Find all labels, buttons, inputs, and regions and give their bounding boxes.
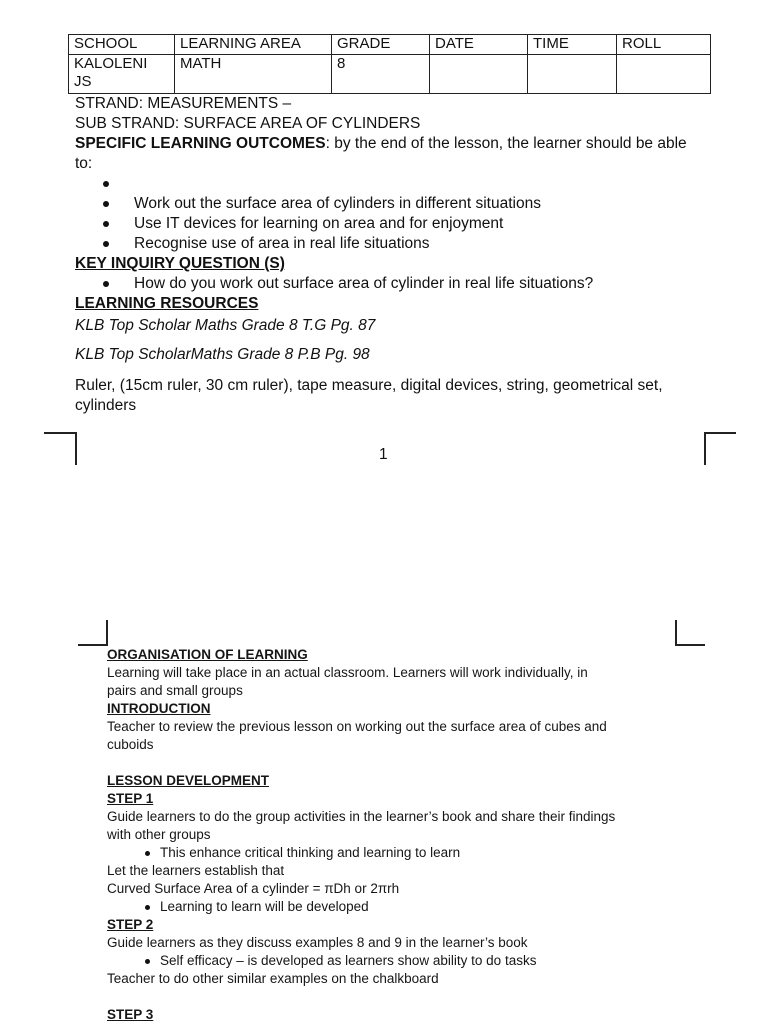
col-date: DATE [430,35,528,55]
col-time: TIME [528,35,617,55]
org-line: Learning will take place in an actual classroom. Learners will work individually, in [107,665,588,680]
resource-item: KLB Top ScholarMaths Grade 8 P.B Pg. 98 [75,346,370,363]
col-learning-area: LEARNING AREA [175,35,332,55]
intro-line: Teacher to review the previous lesson on working out the surface area of cubes and [107,719,607,734]
bullet-icon [103,281,109,287]
step1-bullet: This enhance critical thinking and learning to learn [160,845,461,860]
cell-school: KALOLENI JS [69,55,175,94]
outcomes-line [75,134,687,154]
step2-heading: STEP 2 [107,917,154,932]
step1-line-cont: with other groups [107,827,211,842]
step1-formula: Curved Surface Area of a cylinder = πDh or 2πrh [107,881,400,896]
crop-mark [44,432,76,434]
lesson-header-table [68,34,711,94]
strand-line: STRAND: MEASUREMENTS – [75,95,292,112]
cell-roll [617,55,711,94]
crop-mark [78,644,108,646]
table-header-row [69,35,711,55]
crop-mark [106,620,108,645]
materials-line: Ruler, (15cm ruler, 30 cm ruler), tape measure, digital devices, string, geometrical set, [75,377,663,394]
step2-line-cont: Teacher to do other similar examples on the chalkboard [107,971,439,986]
bullet-icon [145,851,150,856]
org-heading: ORGANISATION OF LEARNING [107,647,308,662]
outcomes-intro-cont: to: [75,155,93,172]
bullet-icon [103,201,109,207]
crop-mark [704,432,736,434]
step1-heading: STEP 1 [107,791,154,806]
bullet-icon [103,181,109,187]
outcomes-label: SPECIFIC LEARNING OUTCOMES [75,135,326,152]
outcome-item: Use IT devices for learning on area and for enjoyment [134,215,504,232]
table-row [69,55,711,94]
bullet-icon [103,221,109,227]
materials-line-cont: cylinders [75,397,137,414]
col-grade: GRADE [332,35,430,55]
outcome-item: Work out the surface area of cylinders in different situations [134,195,541,212]
cell-time [528,55,617,94]
bullet-icon [145,959,150,964]
org-line-cont: pairs and small groups [107,683,243,698]
outcome-item: Recognise use of area in real life situations [134,235,430,252]
step2-line: Guide learners as they discuss examples 8 and 9 in the learner’s book [107,935,528,950]
lesson-dev-heading: LESSON DEVELOPMENT [107,773,270,788]
crop-mark [75,432,77,465]
kiq-item: How do you work out surface area of cylinder in real life situations? [134,275,594,292]
crop-mark [704,432,706,465]
cell-date [430,55,528,94]
resources-heading: LEARNING RESOURCES [75,295,259,312]
bullet-icon [145,905,150,910]
col-school: SCHOOL [69,35,175,55]
crop-mark [675,620,677,645]
page-number: 1 [379,446,388,463]
crop-mark [675,644,705,646]
step2-bullet: Self efficacy – is developed as learners show ability to do tasks [160,953,537,968]
step3-heading: STEP 3 [107,1007,154,1022]
outcomes-intro: : by the end of the lesson, the learner should be able [325,135,687,152]
step1-establish: Let the learners establish that [107,863,285,878]
sub-strand-line: SUB STRAND: SURFACE AREA OF CYLINDERS [75,115,421,132]
intro-heading: INTRODUCTION [107,701,211,716]
step1-bullet: Learning to learn will be developed [160,899,369,914]
kiq-heading: KEY INQUIRY QUESTION (S) [75,255,285,272]
bullet-icon [103,241,109,247]
resource-item: KLB Top Scholar Maths Grade 8 T.G Pg. 87 [75,317,376,334]
cell-learning-area: MATH [175,55,332,94]
intro-line-cont: cuboids [107,737,154,752]
cell-grade: 8 [332,55,430,94]
step1-line: Guide learners to do the group activities in the learner’s book and share their findings [107,809,616,824]
col-roll: ROLL [617,35,711,55]
